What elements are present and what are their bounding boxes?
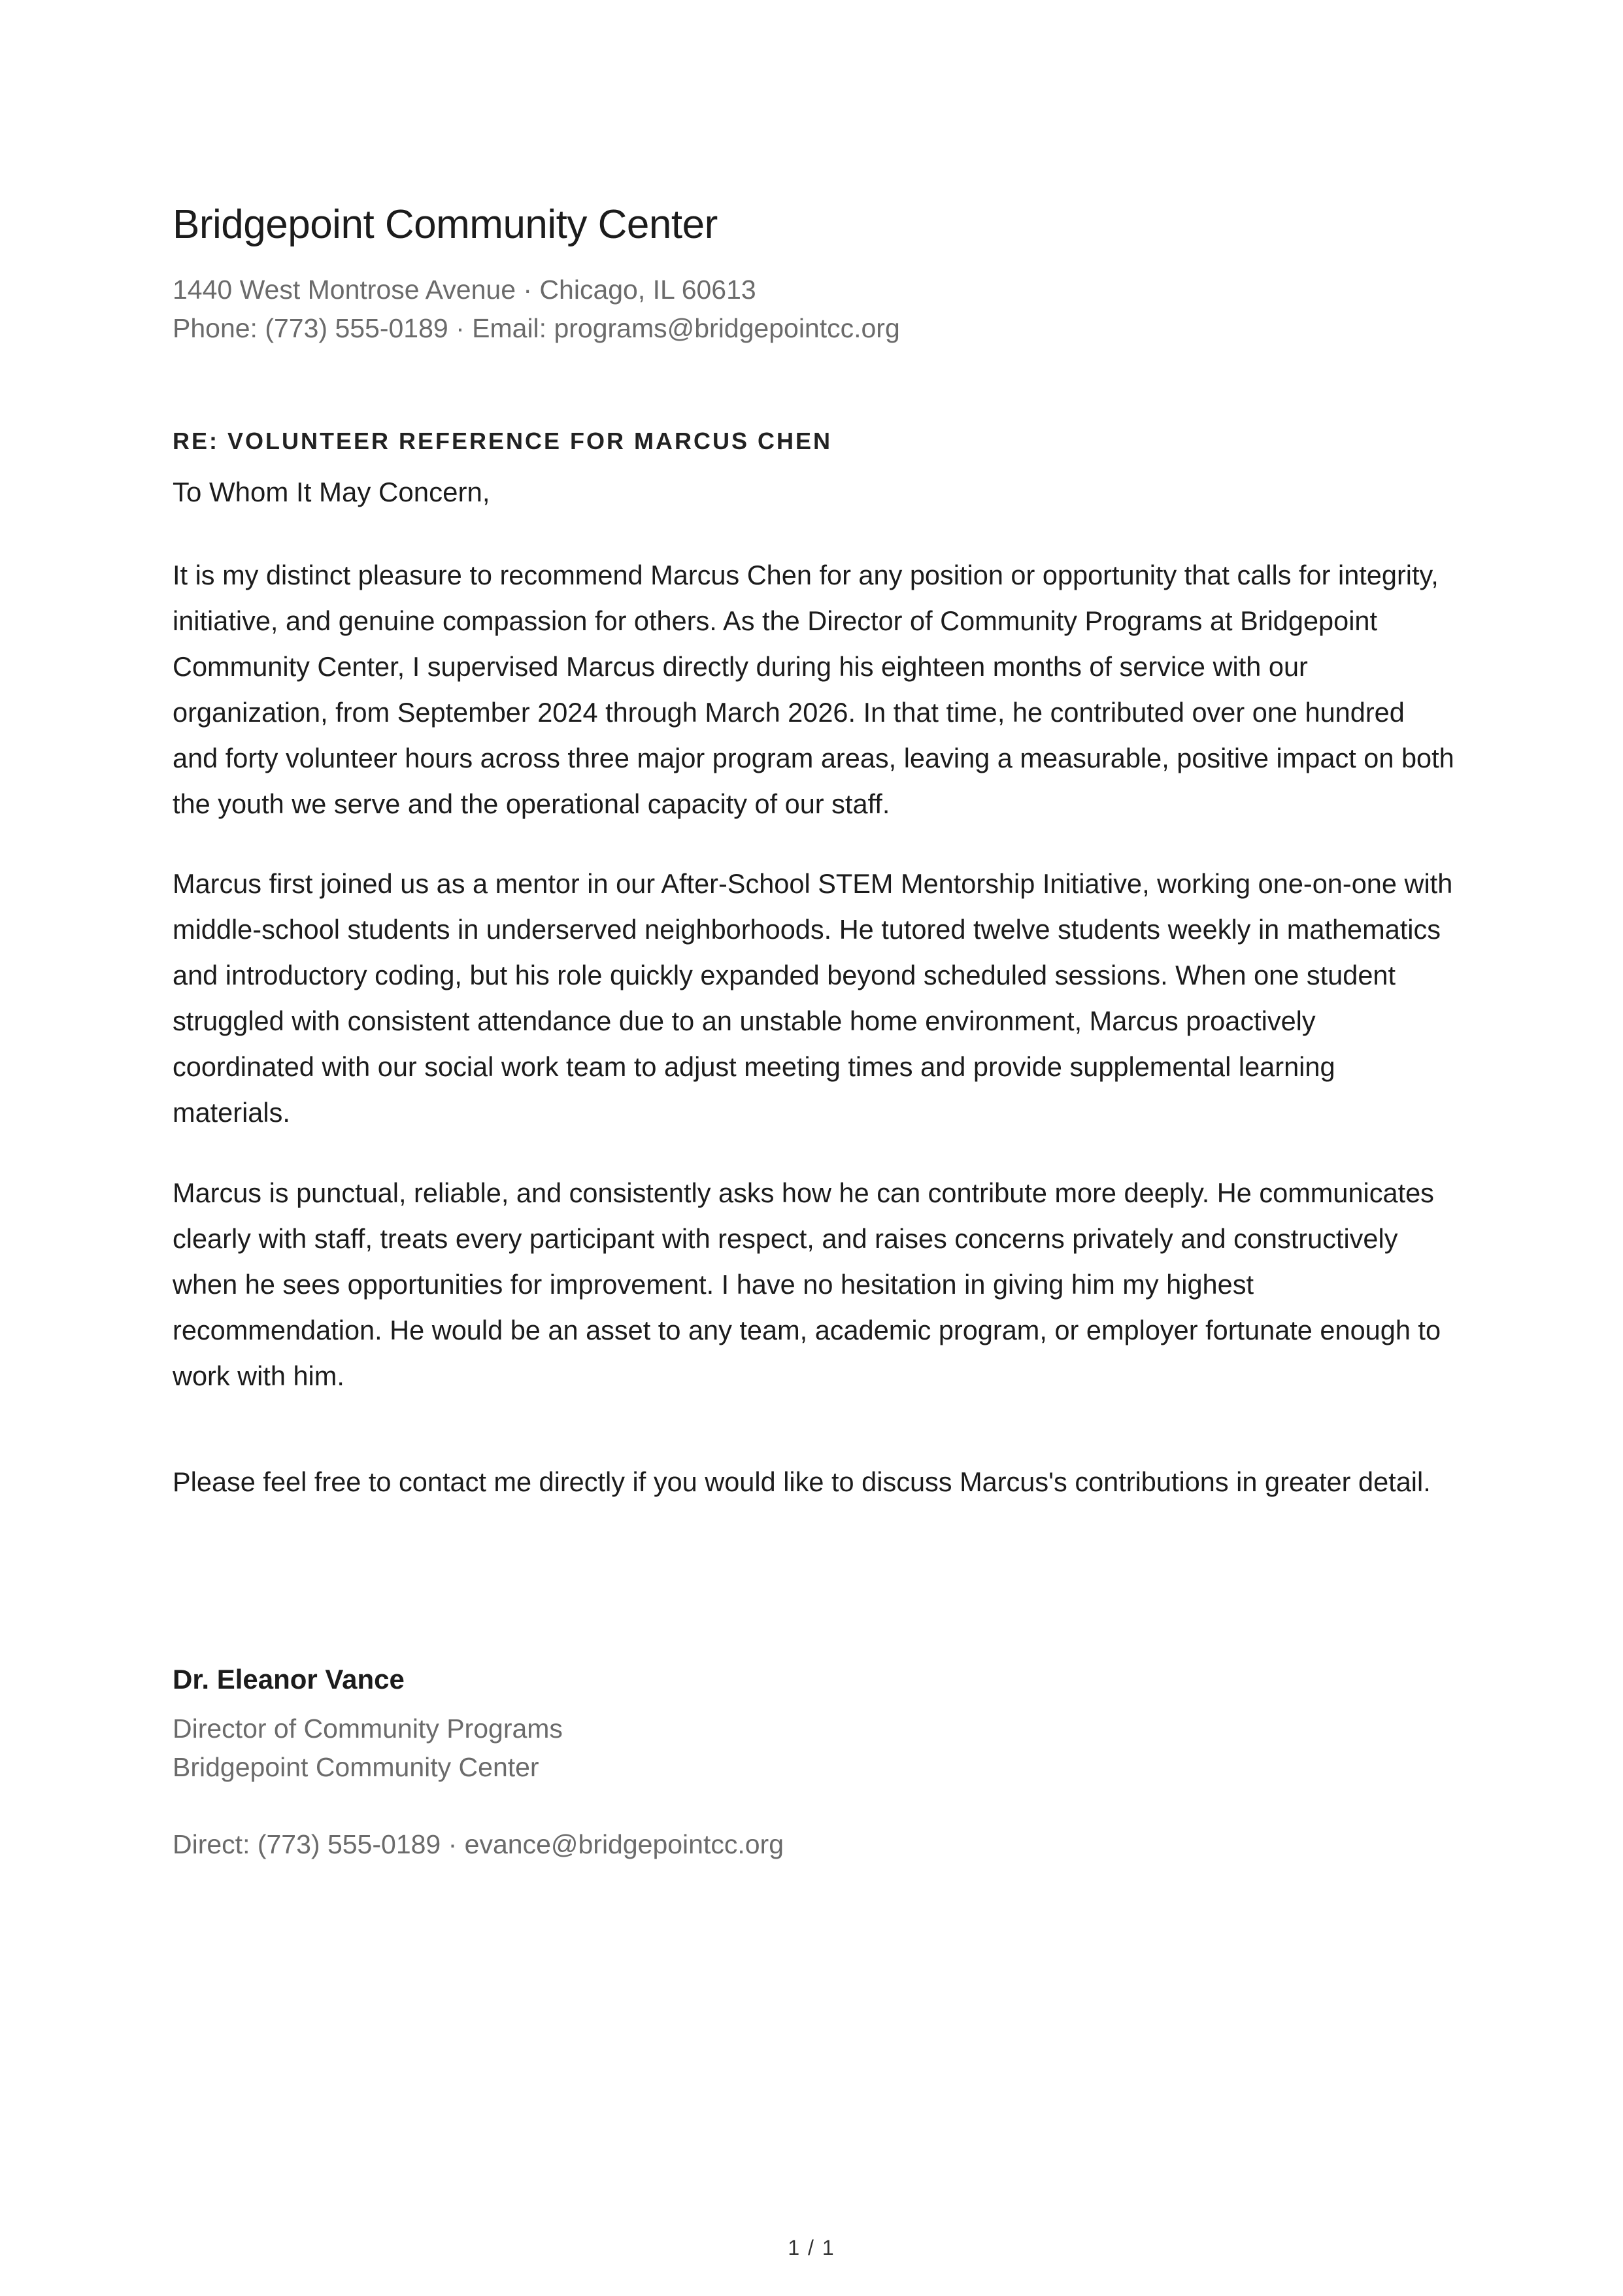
- signatory-organization: Bridgepoint Community Center: [173, 1752, 539, 1782]
- body-paragraph-3: Marcus is punctual, reliable, and consistently asks how he can contribute more deeply. He communicates clearly with staff, treats every participant with respect, and raises concerns privately and constructively when he sees opportunities for improvement. I have no hesitation in giving him my highest recommendation. He would be an asset to any team, academic program, or employer fortunate enough to work with him.: [173, 1177, 1441, 1391]
- organization-phone-email: Phone: (773) 555-0189 · Email: programs@bridgepointcc.org: [173, 313, 900, 343]
- closing-paragraph: Please feel free to contact me directly if you would like to discuss Marcus's contributions in greater detail.: [173, 1466, 1431, 1497]
- signatory-direct-contact: Direct: (773) 555-0189 · evance@bridgepointcc.org: [173, 1829, 784, 1859]
- subject-line: RE: VOLUNTEER REFERENCE FOR MARCUS CHEN: [173, 428, 833, 454]
- organization-name: Bridgepoint Community Center: [173, 202, 718, 247]
- signatory-name: Dr. Eleanor Vance: [173, 1664, 405, 1695]
- body-paragraph-2: Marcus first joined us as a mentor in our After-School STEM Mentorship Initiative, working one-on-one with middle-school students in underserved neighborhoods. He tutored twelve students weekly in mathematics and introductory coding, but his role quickly expanded beyond scheduled sessions. When one student struggled with consistent attendance due to an unstable home environment, Marcus proactively coordinated with our social work team to adjust meeting times and provide supplemental learning materials.: [173, 868, 1453, 1128]
- page-number: 1 / 1: [788, 2236, 835, 2259]
- body-paragraph-1: It is my distinct pleasure to recommend Marcus Chen for any position or opportunity that calls for integrity, initiative, and genuine compassion for others. As the Director of Community Programs at Bridgepoint Community Center, I supervised Marcus directly during his eighteen months of service with our organization, from September 2024 through March 2026. In that time, he contributed over one hundred and forty volunteer hours across three major program areas, leaving a measurable, positive impact on both the youth we serve and the operational capacity of our staff.: [173, 560, 1454, 819]
- signatory-title: Director of Community Programs: [173, 1714, 563, 1744]
- organization-address: 1440 West Montrose Avenue · Chicago, IL 60613: [173, 275, 756, 305]
- salutation: To Whom It May Concern,: [173, 477, 490, 507]
